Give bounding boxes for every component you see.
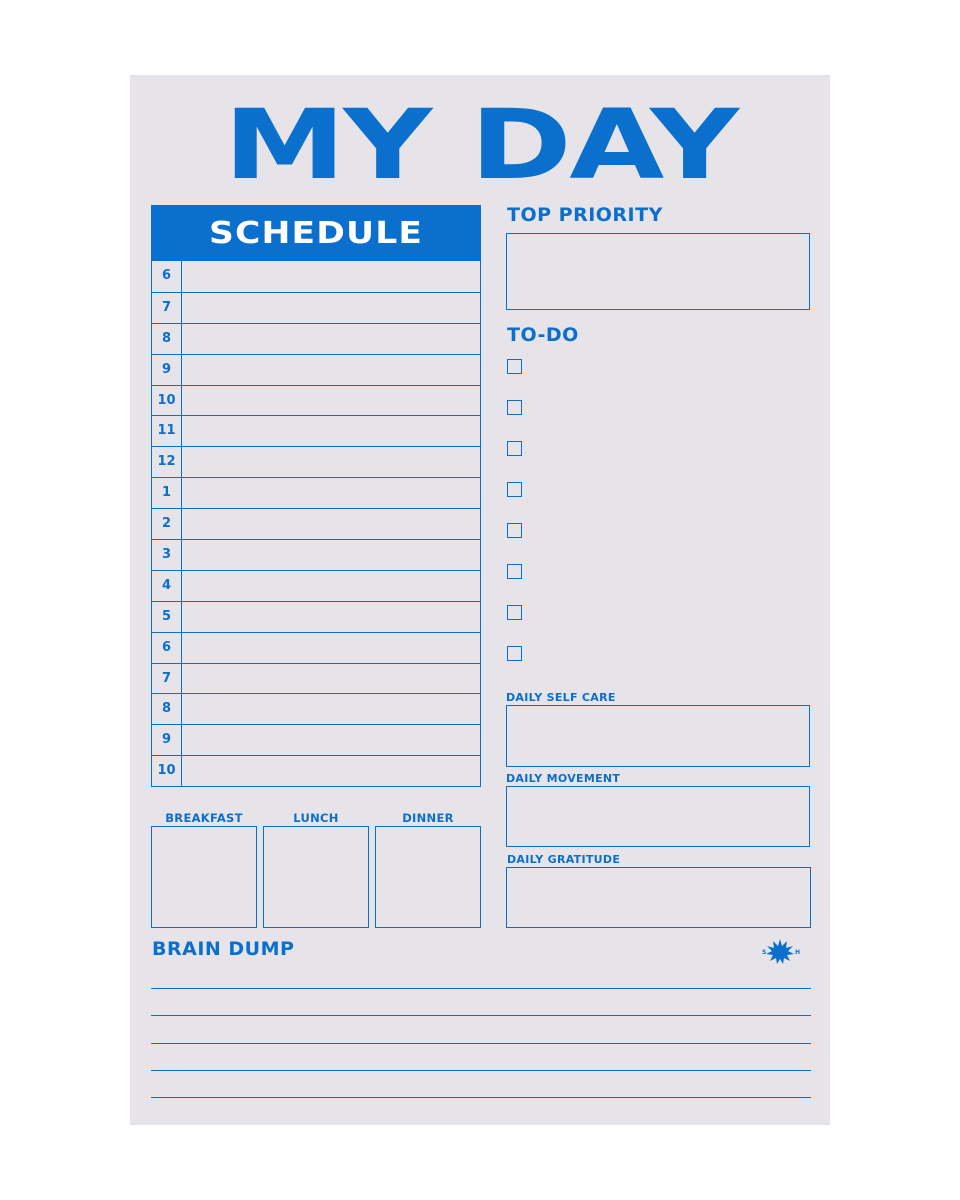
schedule-hour-label: 8 — [152, 324, 182, 354]
todo-checkbox[interactable] — [507, 646, 522, 661]
schedule-slot[interactable] — [182, 725, 480, 755]
schedule-hour-label: 9 — [152, 355, 182, 385]
schedule-slot[interactable] — [182, 756, 480, 786]
schedule-row — [152, 354, 480, 385]
schedule-hour-label: 10 — [152, 386, 182, 416]
daily-self-care-box[interactable] — [506, 705, 810, 767]
meal-box[interactable] — [375, 826, 481, 928]
schedule-section — [151, 205, 481, 787]
schedule-hour-label: 4 — [152, 571, 182, 601]
schedule-row — [152, 663, 480, 694]
schedule-row — [152, 415, 480, 446]
todo-item — [507, 563, 807, 604]
todo-item — [507, 645, 807, 686]
schedule-hour-label: 12 — [152, 447, 182, 477]
schedule-row — [152, 693, 480, 724]
schedule-hour-label: 3 — [152, 540, 182, 570]
schedule-slot[interactable] — [182, 571, 480, 601]
meal-box[interactable] — [151, 826, 257, 928]
schedule-header — [151, 205, 481, 261]
schedule-hour-label: 1 — [152, 478, 182, 508]
top-priority-box[interactable] — [506, 233, 810, 310]
schedule-slot[interactable] — [182, 478, 480, 508]
schedule-rows — [151, 261, 481, 787]
logo-letter-h: H — [795, 949, 801, 956]
schedule-hour-label: 6 — [152, 633, 182, 663]
schedule-row — [152, 539, 480, 570]
page-title: MY DAY — [223, 89, 737, 201]
meal-column — [263, 810, 369, 928]
schedule-hour-label: 10 — [152, 756, 182, 786]
schedule-row — [152, 323, 480, 354]
brain-dump-line[interactable] — [151, 1043, 811, 1070]
schedule-slot[interactable] — [182, 633, 480, 663]
schedule-row — [152, 261, 480, 292]
daily-movement-label: DAILY MOVEMENT — [506, 772, 621, 785]
meal-column — [151, 810, 257, 928]
schedule-slot[interactable] — [182, 261, 480, 292]
schedule-slot[interactable] — [182, 540, 480, 570]
schedule-row — [152, 292, 480, 323]
todo-item — [507, 604, 807, 645]
schedule-slot[interactable] — [182, 386, 480, 416]
schedule-hour-label: 6 — [152, 261, 182, 292]
schedule-hour-label: 5 — [152, 602, 182, 632]
todo-checkbox[interactable] — [507, 523, 522, 538]
schedule-row — [152, 508, 480, 539]
schedule-hour-label: 7 — [152, 293, 182, 323]
meal-box[interactable] — [263, 826, 369, 928]
daily-self-care-label: DAILY SELF CARE — [506, 691, 616, 704]
todo-checkbox[interactable] — [507, 441, 522, 456]
schedule-row — [152, 446, 480, 477]
schedule-slot[interactable] — [182, 324, 480, 354]
meal-label: LUNCH — [293, 811, 339, 825]
schedule-hour-label: 11 — [152, 416, 182, 446]
schedule-row — [152, 601, 480, 632]
daily-gratitude-box[interactable] — [506, 867, 811, 928]
schedule-hour-label: 2 — [152, 509, 182, 539]
schedule-hour-label: 8 — [152, 694, 182, 724]
logo-letter-s: S — [762, 949, 767, 956]
schedule-heading: SCHEDULE — [208, 216, 424, 251]
schedule-slot[interactable] — [182, 509, 480, 539]
sunburst-logo-icon — [758, 937, 802, 965]
schedule-row — [152, 724, 480, 755]
brain-dump-line[interactable] — [151, 1070, 811, 1097]
schedule-row — [152, 755, 480, 786]
brain-dump-label: BRAIN DUMP — [152, 938, 295, 960]
todo-list — [507, 358, 807, 686]
schedule-slot[interactable] — [182, 416, 480, 446]
planner-page — [130, 75, 830, 1125]
schedule-row — [152, 570, 480, 601]
todo-checkbox[interactable] — [507, 400, 522, 415]
daily-gratitude-label: DAILY GRATITUDE — [507, 853, 621, 866]
brain-dump-line[interactable] — [151, 988, 811, 1015]
daily-movement-box[interactable] — [506, 786, 810, 847]
todo-item — [507, 440, 807, 481]
brain-dump-lines — [151, 988, 811, 1124]
todo-item — [507, 399, 807, 440]
todo-item — [507, 358, 807, 399]
todo-checkbox[interactable] — [507, 359, 522, 374]
schedule-row — [152, 385, 480, 416]
schedule-row — [152, 477, 480, 508]
todo-item — [507, 481, 807, 522]
brain-dump-line[interactable] — [151, 1097, 811, 1124]
meal-label: DINNER — [402, 811, 454, 825]
meal-label: BREAKFAST — [165, 811, 243, 825]
top-priority-label: TOP PRIORITY — [507, 204, 663, 226]
schedule-slot[interactable] — [182, 355, 480, 385]
brain-dump-line[interactable] — [151, 1015, 811, 1042]
todo-checkbox[interactable] — [507, 564, 522, 579]
schedule-row — [152, 632, 480, 663]
todo-item — [507, 522, 807, 563]
schedule-hour-label: 9 — [152, 725, 182, 755]
todo-checkbox[interactable] — [507, 482, 522, 497]
todo-checkbox[interactable] — [507, 605, 522, 620]
schedule-slot[interactable] — [182, 664, 480, 694]
schedule-slot[interactable] — [182, 602, 480, 632]
meals-section — [151, 810, 481, 928]
todo-label: TO-DO — [507, 324, 579, 346]
meal-column — [375, 810, 481, 928]
schedule-slot[interactable] — [182, 293, 480, 323]
schedule-slot[interactable] — [182, 447, 480, 477]
schedule-hour-label: 7 — [152, 664, 182, 694]
schedule-slot[interactable] — [182, 694, 480, 724]
